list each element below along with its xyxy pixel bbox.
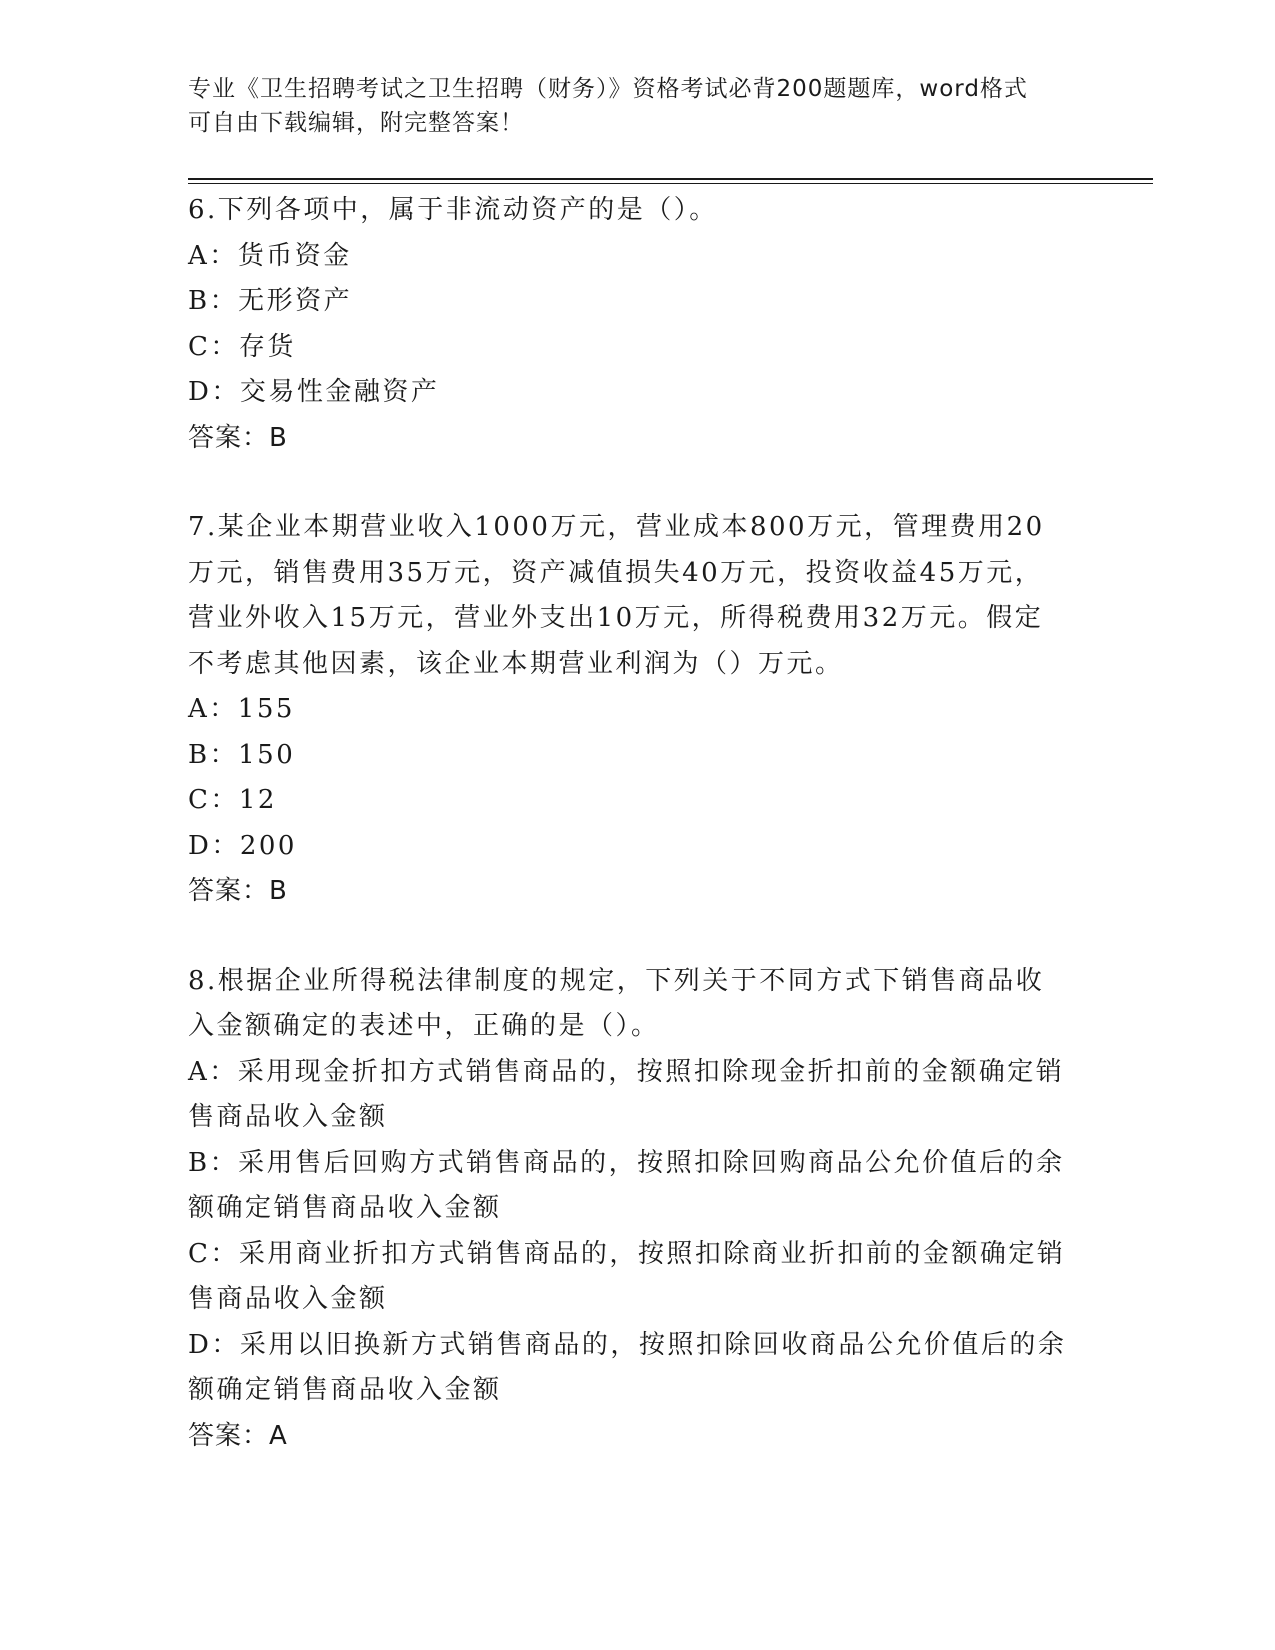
header-divider-thick — [188, 178, 1153, 180]
question-stem: 入金额确定的表述中，正确的是（）。 — [188, 1011, 660, 1041]
question-list — [188, 188, 1088, 1503]
option-d-continued: 额确定销售商品收入金额 — [188, 1375, 502, 1405]
option-b: B：150 — [188, 739, 296, 770]
document-header — [188, 72, 1068, 140]
header-divider-thin — [188, 183, 1153, 184]
option-a: A：155 — [188, 694, 295, 724]
option-a: A：采用现金折扣方式销售商品的，按照扣除现金折扣前的金额确定销 — [188, 1056, 1065, 1087]
option-b: B：无形资产 — [188, 286, 353, 316]
question-stem: 万元，销售费用35万元，资产减值损失40万元，投资收益45万元， — [188, 557, 1044, 588]
option-c: C：12 — [188, 785, 277, 815]
question-8 — [188, 959, 1088, 1460]
question-7 — [188, 505, 1088, 915]
header-line-1: 专业《卫生招聘考试之卫生招聘（财务）》资格考试必背200题题库，word格式 — [188, 76, 1028, 102]
question-6 — [188, 188, 1088, 461]
option-d: D：采用以旧换新方式销售商品的，按照扣除回收商品公允价值后的余 — [188, 1329, 1067, 1360]
option-d: D：交易性金融资产 — [188, 377, 440, 407]
answer-label: 答案：B — [188, 422, 288, 453]
question-stem: 8.根据企业所得税法律制度的规定，下列关于不同方式下销售商品收 — [188, 965, 1045, 996]
question-stem: 7.某企业本期营业收入1000万元，营业成本800万元，管理费用20 — [188, 512, 1045, 542]
option-c: C：采用商业折扣方式销售商品的，按照扣除商业折扣前的金额确定销 — [188, 1238, 1066, 1269]
option-b-continued: 额确定销售商品收入金额 — [188, 1193, 502, 1223]
question-stem: 6.下列各项中，属于非流动资产的是（）。 — [188, 195, 718, 225]
option-c: C：存货 — [188, 331, 296, 362]
header-line-2: 可自由下载编辑，附完整答案！ — [188, 110, 524, 136]
option-d: D：200 — [188, 830, 297, 861]
option-a-continued: 售商品收入金额 — [188, 1102, 388, 1132]
answer-label: 答案：B — [188, 876, 288, 906]
question-stem: 营业外收入15万元，营业外支出10万元，所得税费用32万元。假定 — [188, 603, 1044, 633]
option-c-continued: 售商品收入金额 — [188, 1284, 388, 1314]
question-stem: 不考虑其他因素，该企业本期营业利润为（）万元。 — [188, 648, 844, 679]
option-a: A：货币资金 — [188, 240, 352, 271]
answer-label: 答案：A — [188, 1420, 288, 1451]
option-b: B：采用售后回购方式销售商品的，按照扣除回购商品公允价值后的余 — [188, 1147, 1065, 1178]
